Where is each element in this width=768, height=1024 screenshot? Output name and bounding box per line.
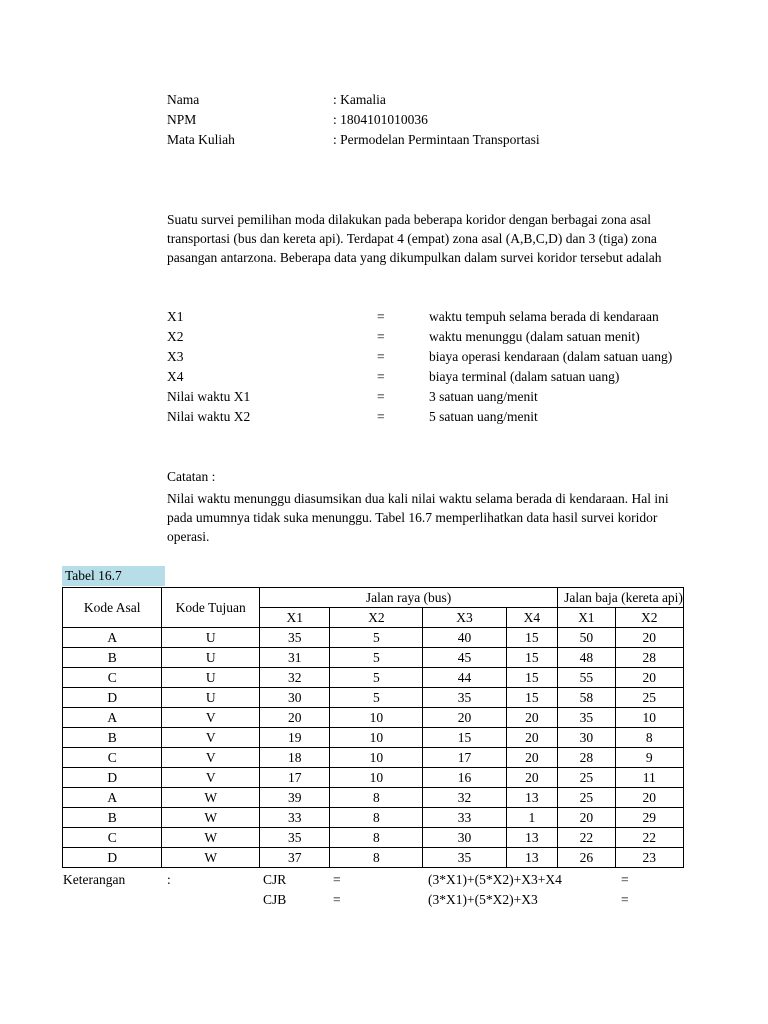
cell-kereta-x1: 20 — [558, 808, 615, 828]
cell-bus-x3: 45 — [423, 648, 506, 668]
cell-kode-tujuan: V — [162, 768, 260, 788]
cell-bus-x2: 5 — [330, 628, 423, 648]
cell-bus-x4: 20 — [506, 708, 558, 728]
cell-bus-x1: 19 — [260, 728, 330, 748]
table-row — [63, 748, 684, 768]
definition-equals: = — [377, 349, 385, 364]
header-kode-asal: Kode Asal — [63, 588, 162, 628]
definition-term: Nilai waktu X1 — [167, 389, 251, 404]
intro-paragraph — [167, 210, 661, 267]
label-nama: Nama — [167, 92, 200, 107]
definition-equals: = — [377, 369, 385, 384]
table-caption: Tabel 16.7 — [62, 566, 165, 586]
cell-kode-tujuan: W — [162, 848, 260, 868]
cell-kereta-x2: 8 — [615, 728, 684, 748]
cell-kereta-x1: 50 — [558, 628, 615, 648]
cell-bus-x2: 8 — [330, 808, 423, 828]
definition-equals: = — [377, 409, 385, 424]
cell-kereta-x1: 26 — [558, 848, 615, 868]
cell-bus-x1: 32 — [260, 668, 330, 688]
cell-kode-tujuan: W — [162, 808, 260, 828]
catatan-line: Nilai waktu menunggu diasumsikan dua kali nilai waktu selama berada di kendaraan. Hal ini — [167, 491, 669, 506]
keterangan-section — [0, 870, 684, 910]
cell-bus-x3: 44 — [423, 668, 506, 688]
cell-kode-asal: C — [63, 668, 162, 688]
cell-kereta-x2: 23 — [615, 848, 684, 868]
cell-bus-x3: 17 — [423, 748, 506, 768]
cjb-equals: = — [333, 892, 341, 907]
value-mata-kuliah: : Permodelan Permintaan Transportasi — [333, 132, 540, 147]
definition-term: X4 — [167, 369, 184, 384]
cell-bus-x2: 5 — [330, 688, 423, 708]
cell-bus-x1: 30 — [260, 688, 330, 708]
cell-kode-asal: D — [63, 848, 162, 868]
table-row — [63, 628, 684, 648]
cell-bus-x3: 20 — [423, 708, 506, 728]
table-row — [63, 808, 684, 828]
header-x2: X2 — [330, 608, 423, 628]
cell-bus-x1: 39 — [260, 788, 330, 808]
catatan-title: Catatan : — [167, 469, 216, 484]
table-row — [63, 848, 684, 868]
cjr-equals: = — [333, 872, 341, 887]
cjb-name: CJB — [263, 892, 287, 907]
cell-bus-x4: 20 — [506, 748, 558, 768]
cell-kereta-x1: 22 — [558, 828, 615, 848]
cell-kereta-x2: 25 — [615, 688, 684, 708]
cell-bus-x1: 35 — [260, 628, 330, 648]
value-npm: : 1804101010036 — [333, 112, 428, 127]
cell-bus-x1: 37 — [260, 848, 330, 868]
table-row — [63, 788, 684, 808]
table-row — [63, 728, 684, 748]
cell-bus-x3: 33 — [423, 808, 506, 828]
cell-kode-asal: B — [63, 728, 162, 748]
keterangan-colon: : — [167, 872, 171, 887]
cell-bus-x2: 10 — [330, 708, 423, 728]
cell-kereta-x1: 30 — [558, 728, 615, 748]
cjb-formula: (3*X1)+(5*X2)+X3 — [428, 892, 538, 907]
cell-bus-x4: 20 — [506, 728, 558, 748]
definition-desc: 3 satuan uang/menit — [429, 389, 538, 404]
cell-bus-x4: 1 — [506, 808, 558, 828]
definition-desc: biaya terminal (dalam satuan uang) — [429, 369, 620, 384]
cell-bus-x2: 8 — [330, 788, 423, 808]
cell-bus-x4: 13 — [506, 828, 558, 848]
cell-bus-x1: 35 — [260, 828, 330, 848]
cell-kereta-x1: 25 — [558, 768, 615, 788]
cell-kode-asal: B — [63, 808, 162, 828]
cjr-formula: (3*X1)+(5*X2)+X3+X4 — [428, 872, 562, 887]
cell-kereta-x2: 20 — [615, 628, 684, 648]
intro-line: transportasi (bus dan kereta api). Terdapat 4 (empat) zona asal (A,B,C,D) dan 3 (tiga) zona — [167, 231, 657, 246]
cell-bus-x2: 5 — [330, 668, 423, 688]
cell-bus-x2: 10 — [330, 728, 423, 748]
table-body — [63, 628, 684, 868]
table-row — [63, 828, 684, 848]
label-npm: NPM — [167, 112, 197, 127]
definition-desc: biaya operasi kendaraan (dalam satuan uang) — [429, 349, 673, 364]
intro-line: pasangan antarzona. Beberapa data yang dikumpulkan dalam survei koridor tersebut adalah — [167, 250, 662, 265]
cell-kode-tujuan: U — [162, 688, 260, 708]
cell-bus-x3: 15 — [423, 728, 506, 748]
cell-bus-x4: 20 — [506, 768, 558, 788]
cell-bus-x3: 30 — [423, 828, 506, 848]
survey-table — [62, 587, 684, 868]
cell-bus-x2: 8 — [330, 828, 423, 848]
definition-equals: = — [377, 389, 385, 404]
cell-bus-x4: 13 — [506, 848, 558, 868]
cell-bus-x1: 18 — [260, 748, 330, 768]
definition-term: X2 — [167, 329, 184, 344]
cell-kereta-x1: 35 — [558, 708, 615, 728]
intro-line: Suatu survei pemilihan moda dilakukan pada beberapa koridor dengan berbagai zona asal — [167, 212, 651, 227]
cell-bus-x4: 15 — [506, 668, 558, 688]
header-group-bus: Jalan raya (bus) — [260, 588, 558, 608]
table-header-row — [63, 588, 684, 608]
cell-bus-x2: 10 — [330, 748, 423, 768]
cell-kereta-x2: 29 — [615, 808, 684, 828]
keterangan-label: Keterangan — [63, 872, 126, 887]
header-kereta-x1: X1 — [558, 608, 615, 628]
definition-desc: waktu tempuh selama berada di kendaraan — [429, 309, 659, 324]
cell-kode-tujuan: V — [162, 748, 260, 768]
catatan-paragraph — [167, 489, 669, 546]
cell-kereta-x2: 22 — [615, 828, 684, 848]
cell-bus-x3: 32 — [423, 788, 506, 808]
cell-bus-x4: 15 — [506, 628, 558, 648]
cell-kereta-x1: 28 — [558, 748, 615, 768]
cell-bus-x2: 8 — [330, 848, 423, 868]
header-kode-tujuan: Kode Tujuan — [162, 588, 260, 628]
cell-kereta-x2: 20 — [615, 788, 684, 808]
header-x1: X1 — [260, 608, 330, 628]
definition-term: X3 — [167, 349, 184, 364]
cell-kode-tujuan: U — [162, 668, 260, 688]
cjr-equals-result: = — [621, 872, 629, 887]
cell-bus-x3: 16 — [423, 768, 506, 788]
cell-bus-x1: 31 — [260, 648, 330, 668]
cell-bus-x3: 35 — [423, 848, 506, 868]
cell-bus-x4: 15 — [506, 648, 558, 668]
header-x3: X3 — [423, 608, 506, 628]
definition-desc: waktu menunggu (dalam satuan menit) — [429, 329, 640, 344]
cjb-equals-result: = — [621, 892, 629, 907]
cell-kode-tujuan: W — [162, 828, 260, 848]
cell-kode-tujuan: U — [162, 648, 260, 668]
header-group-kereta: Jalan baja (kereta api) — [558, 588, 684, 608]
cell-bus-x2: 5 — [330, 648, 423, 668]
catatan-line: pada umumnya tidak suka menunggu. Tabel 16.7 memperlihatkan data hasil survei koridor — [167, 510, 658, 525]
cell-bus-x4: 15 — [506, 688, 558, 708]
table-row — [63, 768, 684, 788]
cjr-name: CJR — [263, 872, 287, 887]
cell-kereta-x2: 11 — [615, 768, 684, 788]
cell-kereta-x2: 28 — [615, 648, 684, 668]
cell-kereta-x2: 10 — [615, 708, 684, 728]
table-row — [63, 668, 684, 688]
cell-bus-x3: 35 — [423, 688, 506, 708]
cell-kode-tujuan: U — [162, 628, 260, 648]
cell-bus-x3: 40 — [423, 628, 506, 648]
cell-kereta-x1: 55 — [558, 668, 615, 688]
header-kereta-x2: X2 — [615, 608, 684, 628]
cell-bus-x2: 10 — [330, 768, 423, 788]
cell-bus-x1: 17 — [260, 768, 330, 788]
cell-kode-asal: D — [63, 768, 162, 788]
table-row — [63, 708, 684, 728]
label-mata-kuliah: Mata Kuliah — [167, 132, 235, 147]
table-row — [63, 648, 684, 668]
definition-equals: = — [377, 329, 385, 344]
cell-kode-asal: A — [63, 628, 162, 648]
cell-kode-asal: C — [63, 828, 162, 848]
definition-term: Nilai waktu X2 — [167, 409, 251, 424]
cell-kode-asal: A — [63, 708, 162, 728]
cell-kode-asal: C — [63, 748, 162, 768]
cell-kode-asal: A — [63, 788, 162, 808]
cell-kode-asal: B — [63, 648, 162, 668]
cell-kode-tujuan: V — [162, 728, 260, 748]
cell-kode-asal: D — [63, 688, 162, 708]
cell-kode-tujuan: V — [162, 708, 260, 728]
table-row — [63, 688, 684, 708]
cell-bus-x1: 20 — [260, 708, 330, 728]
header-x4: X4 — [506, 608, 558, 628]
cell-bus-x4: 13 — [506, 788, 558, 808]
cell-kereta-x1: 48 — [558, 648, 615, 668]
cell-bus-x1: 33 — [260, 808, 330, 828]
definition-equals: = — [377, 309, 385, 324]
cell-kereta-x1: 58 — [558, 688, 615, 708]
cell-kereta-x2: 20 — [615, 668, 684, 688]
catatan-line: operasi. — [167, 529, 210, 544]
cell-kereta-x2: 9 — [615, 748, 684, 768]
definition-term: X1 — [167, 309, 184, 324]
cell-kode-tujuan: W — [162, 788, 260, 808]
cell-kereta-x1: 25 — [558, 788, 615, 808]
definition-desc: 5 satuan uang/menit — [429, 409, 538, 424]
value-nama: : Kamalia — [333, 92, 386, 107]
